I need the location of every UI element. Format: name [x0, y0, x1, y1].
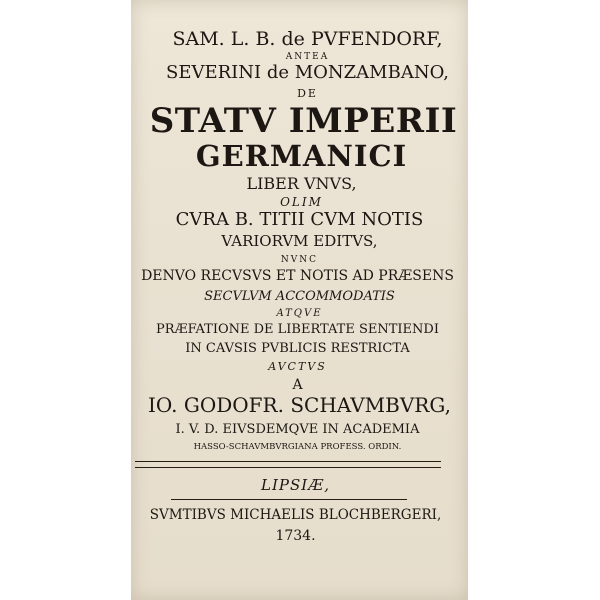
antea-line: ANTEA [285, 52, 330, 62]
praefatione-line: PRÆFATIONE DE LIBERTATE SENTIENDI [156, 322, 439, 337]
place-line: LIPSIÆ, [261, 476, 330, 494]
title-line-2: GERMANICI [195, 139, 408, 173]
atque-line: ATQVE [276, 308, 323, 319]
variorum-line: VARIORVM EDITVS, [221, 232, 378, 250]
a-line: A [292, 377, 303, 393]
pseudonym-line: SEVERINI de MONZAMBANO, [165, 62, 450, 83]
liber-line: LIBER VNVS, [246, 174, 357, 193]
auctus-line: AVCTVS [268, 360, 327, 373]
publisher-line: SVMTIBVS MICHAELIS BLOCHBERGERI, [149, 507, 442, 523]
olim-line: OLIM [280, 195, 323, 209]
rule-lower [171, 499, 407, 500]
academy-line: HASSO-SCHAVMBVRGIANA PROFESS. ORDIN. [193, 442, 402, 452]
de-line: DE [297, 87, 318, 100]
author-line: SAM. L. B. de PVFENDORF, [172, 28, 443, 50]
seculum-line: SECVLVM ACCOMMODATIS [204, 289, 395, 304]
credentials-line: I. V. D. EIVSDEMQVE IN ACADEMIA [175, 422, 420, 437]
title-line-1: STATV IMPERII [149, 101, 458, 141]
rule-upper-2 [135, 467, 441, 468]
cura-line: CVRA B. TITII CVM NOTIS [175, 209, 424, 230]
rule-upper-1 [135, 461, 441, 462]
title-page [131, 0, 468, 600]
nunc-line: NVNC [280, 255, 319, 265]
denuo-line: DENVO RECVSVS ET NOTIS AD PRÆSENS [141, 268, 454, 284]
year-line: 1734. [275, 528, 316, 544]
editor-line: IO. GODOFR. SCHAVMBVRG, [148, 393, 451, 417]
in-causis-line: IN CAVSIS PVBLICIS RESTRICTA [185, 341, 410, 356]
